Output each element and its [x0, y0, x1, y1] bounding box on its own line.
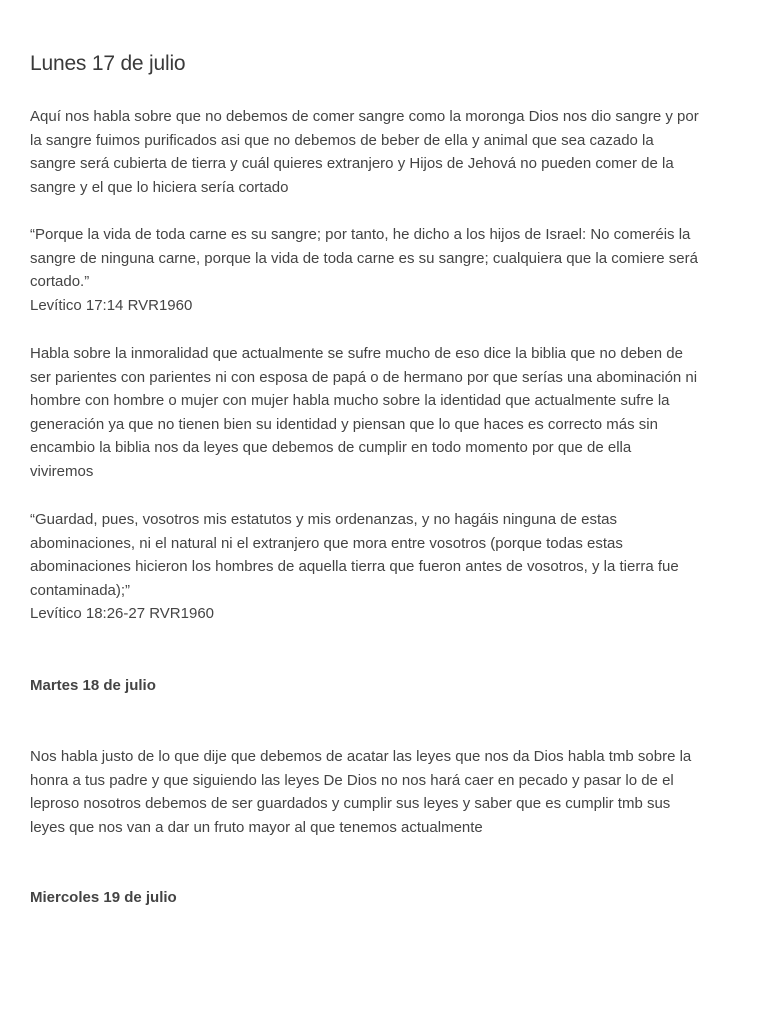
text-line: Habla sobre la inmoralidad que actualmente se sufre mucho de eso dice la biblia que no deben de	[30, 345, 683, 362]
text-line: encambio la biblia nos da leyes que debemos de cumplir en todo momento por que de ella	[30, 439, 632, 457]
verse-reference: Levítico 17:14 RVR1960	[30, 296, 193, 314]
text-line: Nos habla justo de lo que dije que debemos de acatar las leyes que nos da Dios habla tmb sobre la	[30, 748, 692, 765]
text-line: la sangre fuimos purificados asi que no debemos de beber de ella y animal que sea cazado la	[30, 131, 654, 149]
text-line: viviremos	[30, 462, 94, 480]
text-line: leproso nosotros debemos de ser guardados y cumplir sus leyes y saber que es cumplir tmb sus	[30, 795, 671, 813]
text-line: Aquí nos habla sobre que no debemos de comer sangre como la moronga Dios nos dio sangre y por	[30, 108, 699, 125]
text-line: sangre de ninguna carne, porque la vida de toda carne es su sangre; cualquiera que la comiere será	[30, 249, 698, 267]
paragraph-blood-law	[30, 105, 742, 199]
text-line: sangre será cubierta de tierra y cuál quieres extranjero y Hijos de Jehová no pueden comer de la	[30, 155, 674, 173]
paragraph-obey-laws	[30, 745, 742, 839]
heading-wednesday: Miercoles 19 de julio	[30, 889, 177, 906]
text-line: contaminada);”	[30, 581, 131, 599]
text-line: ser parientes con parientes ni con esposa de papá o de hermano por que serías una abominación ni	[30, 368, 698, 386]
text-line: leyes que nos van a dar un fruto mayor al que tenemos actualmente	[30, 818, 483, 836]
text-line: “Guardad, pues, vosotros mis estatutos y mis ordenanzas, y no hagáis ninguna de estas	[30, 511, 617, 528]
text-line: sangre y el que lo hiciera sería cortado	[30, 178, 289, 196]
page-title: Lunes 17 de julio	[30, 52, 186, 75]
text-line: hombre con hombre o mujer con mujer habla mucho sobre la identidad que actualmente sufre la	[30, 392, 670, 410]
text-line: abominaciones hicieron los hombres de aquella tierra que fueron antes de vosotros, y la tierra fue	[30, 558, 679, 576]
text-line: generación ya que no tienen bien su identidad y piensan que lo que haces es correcto más sin	[30, 415, 658, 433]
text-line: “Porque la vida de toda carne es su sangre; por tanto, he dicho a los hijos de Israel: No comeréis la	[30, 226, 691, 243]
quote-leviticus-18	[30, 508, 742, 626]
heading-tuesday: Martes 18 de julio	[30, 677, 156, 694]
verse-reference: Levítico 18:26-27 RVR1960	[30, 605, 215, 623]
text-line: cortado.”	[30, 273, 90, 291]
paragraph-immorality	[30, 342, 742, 484]
quote-leviticus-17	[30, 223, 742, 317]
text-line: honra a tus padre y que siguiendo las leyes De Dios no nos hará caer en pecado y pasar lo de el	[30, 771, 674, 789]
text-line: abominaciones, ni el natural ni el extranjero que mora entre vosotros (porque todas estas	[30, 534, 623, 552]
